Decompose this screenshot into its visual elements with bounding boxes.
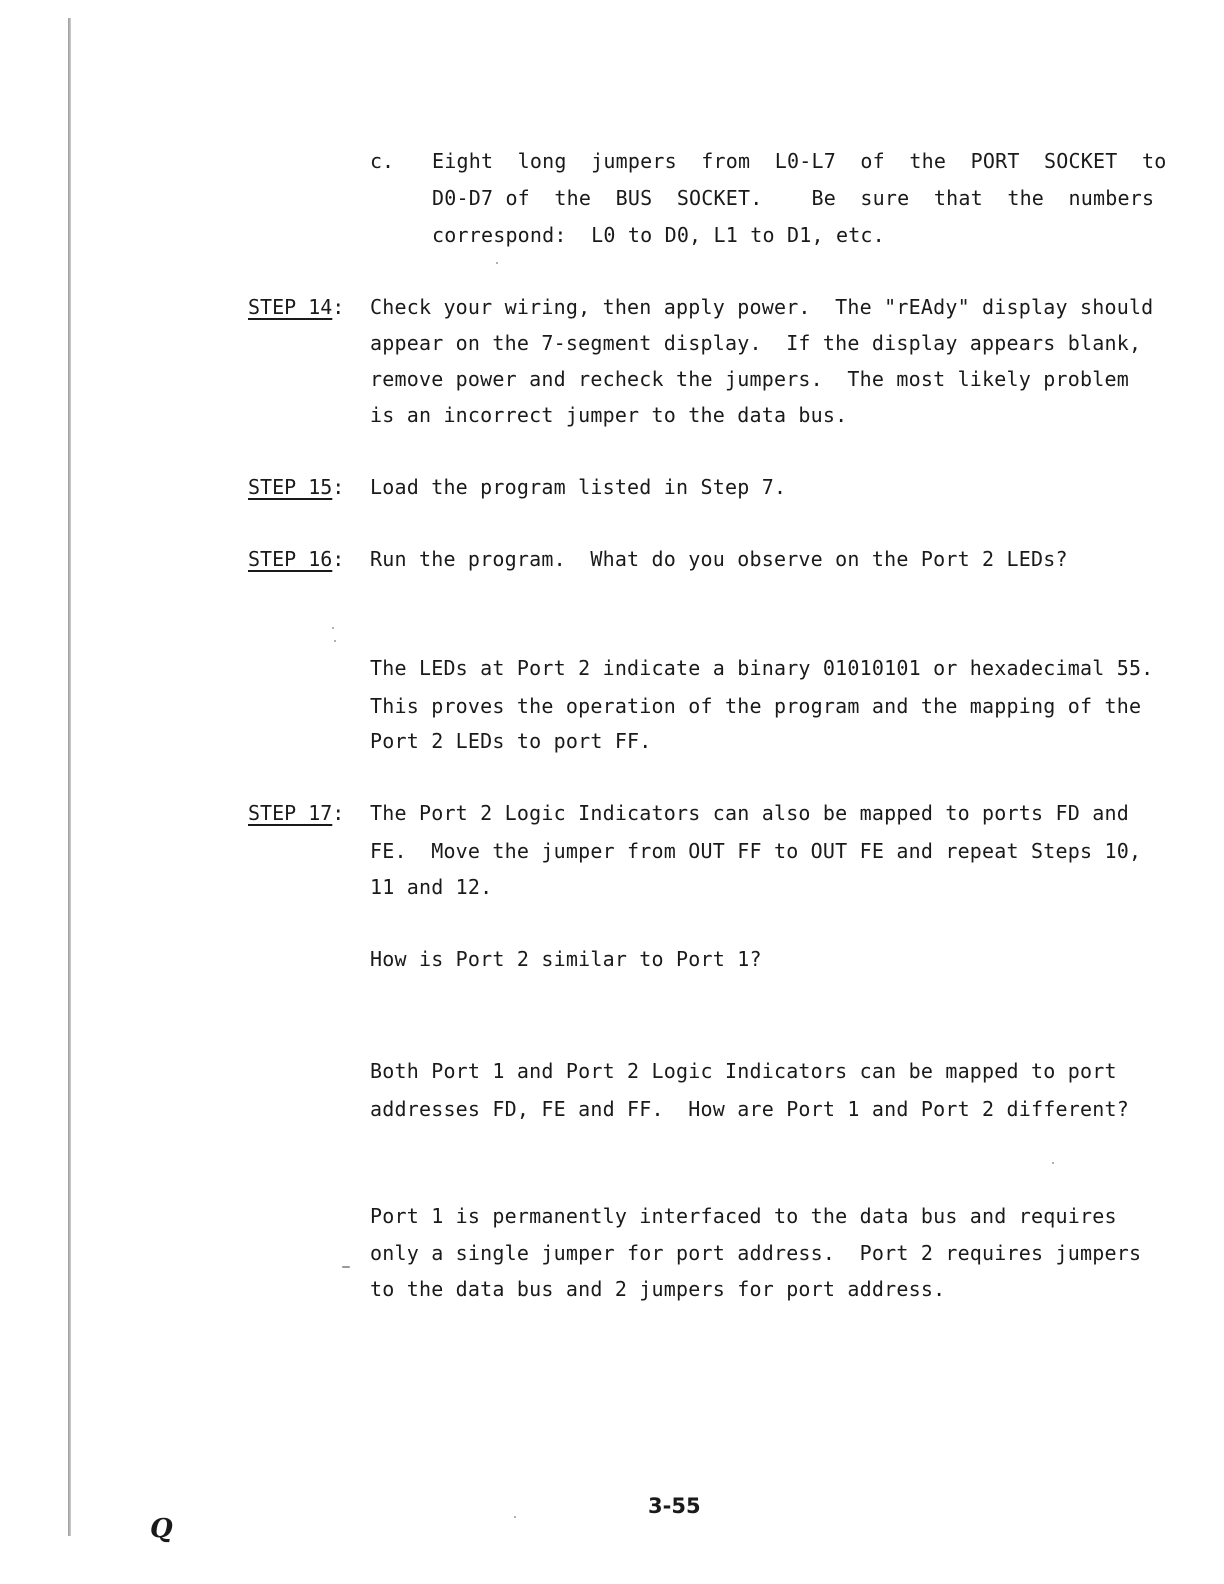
answer-17b-line-3: to the data bus and 2 jumpers for port address.	[370, 1277, 946, 1301]
answer-16-line-1: The LEDs at Port 2 indicate a binary 01010101 or hexadecimal 55.	[370, 656, 1154, 680]
step-17-line-2: FE. Move the jumper from OUT FF to OUT FE and repeat Steps 10,	[370, 839, 1142, 863]
step-16-line-1: Run the program. What do you observe on the Port 2 LEDs?	[370, 547, 1068, 571]
step-16-label: STEP 16:	[248, 547, 345, 571]
scan-speck	[332, 627, 334, 629]
step-15-label: STEP 15:	[248, 475, 345, 499]
scan-speck	[342, 1266, 350, 1268]
step-17-label: STEP 17:	[248, 801, 345, 825]
answer-16-line-2: This proves the operation of the program and the mapping of the	[370, 694, 1142, 718]
page-number: 3-55	[648, 1494, 701, 1518]
step-14-line-3: remove power and recheck the jumpers. The most likely problem	[370, 367, 1129, 391]
scan-speck	[334, 640, 336, 642]
corner-mark: Q	[150, 1514, 173, 1544]
step-14-line-4: is an incorrect jumper to the data bus.	[370, 403, 848, 427]
item-c-label: c.	[370, 149, 395, 173]
item-c-line-2: D0-D7 of the BUS SOCKET. Be sure that the numbers	[432, 186, 1155, 210]
answer-17b-line-1: Port 1 is permanently interfaced to the data bus and requires	[370, 1204, 1117, 1228]
page-binding-edge	[68, 18, 71, 1536]
answer-17a-line-2: addresses FD, FE and FF. How are Port 1 and Port 2 different?	[370, 1097, 1129, 1121]
scan-speck	[1052, 1162, 1054, 1164]
question-17a-line-1: How is Port 2 similar to Port 1?	[370, 947, 762, 971]
item-c-line-1: Eight long jumpers from L0-L7 of the PORT SOCKET to	[432, 149, 1167, 173]
answer-17a-line-1: Both Port 1 and Port 2 Logic Indicators can be mapped to port	[370, 1059, 1117, 1083]
step-17-line-3: 11 and 12.	[370, 875, 493, 899]
step-14-label: STEP 14:	[248, 295, 345, 319]
scan-speck	[514, 1516, 516, 1518]
answer-16-line-3: Port 2 LEDs to port FF.	[370, 729, 652, 753]
step-14-line-1: Check your wiring, then apply power. The "rEAdy" display should	[370, 295, 1154, 319]
scan-speck	[496, 262, 498, 264]
step-17-line-1: The Port 2 Logic Indicators can also be mapped to ports FD and	[370, 801, 1129, 825]
item-c-line-3: correspond: L0 to D0, L1 to D1, etc.	[432, 223, 885, 247]
answer-17b-line-2: only a single jumper for port address. Port 2 requires jumpers	[370, 1241, 1142, 1265]
step-14-line-2: appear on the 7-segment display. If the display appears blank,	[370, 331, 1142, 355]
step-15-line-1: Load the program listed in Step 7.	[370, 475, 787, 499]
